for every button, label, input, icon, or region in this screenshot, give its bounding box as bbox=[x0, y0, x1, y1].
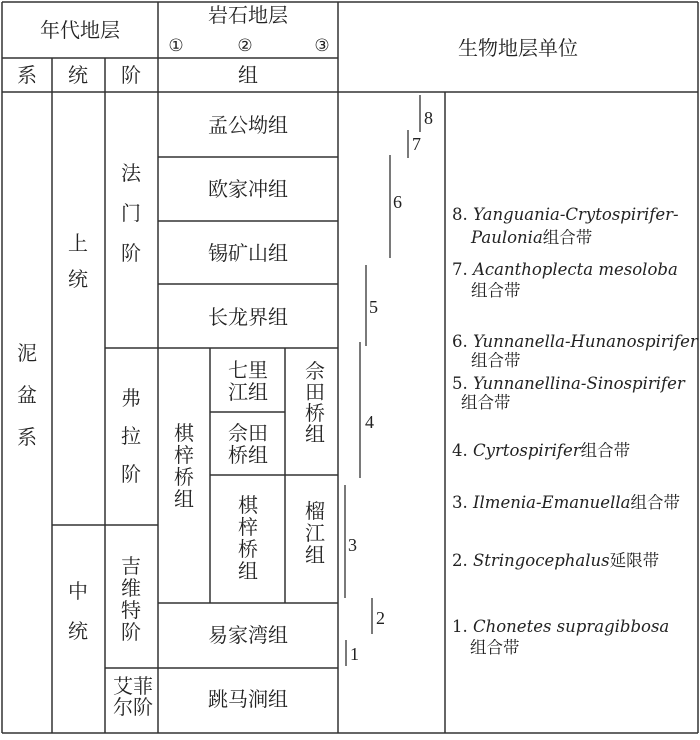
vertical-labels bbox=[17, 161, 325, 644]
zone-5-number: 5 bbox=[369, 297, 378, 317]
zone-8-number: 8 bbox=[424, 108, 433, 128]
biozone-8: 8. Yanguania-Crytospirifer- bbox=[452, 205, 679, 224]
formation-qizitiao-col2: 棋梓桥组 bbox=[238, 493, 258, 583]
header-circled-3: ③ bbox=[314, 36, 330, 56]
biozone-6: 6. Yunnanella-Hunanospirifer bbox=[452, 332, 698, 351]
stage-eifelian-label: 艾菲尔阶 bbox=[113, 674, 153, 719]
formation-qizitiao-col1: 棋梓桥组 bbox=[174, 421, 194, 511]
zone-6-number: 6 bbox=[393, 192, 402, 212]
formation-changlongjie: 长龙界组 bbox=[208, 305, 288, 329]
biozone-1-line2: 组合带 bbox=[470, 638, 520, 657]
header-stage: 阶 bbox=[121, 63, 141, 87]
header-system: 系 bbox=[17, 63, 37, 87]
series-upper-label: 上统 bbox=[68, 231, 88, 291]
header-biostrat: 生物地层单位 bbox=[458, 36, 578, 60]
biozone-list bbox=[452, 205, 699, 657]
formation-qilijiang: 七里江组 bbox=[228, 358, 268, 404]
biozone-7: 7. Acanthoplecta mesoloba bbox=[452, 260, 678, 279]
biozone-5-line2: 组合带 bbox=[461, 393, 511, 412]
header-formation: 组 bbox=[238, 63, 258, 87]
formation-oujiachong: 欧家冲组 bbox=[208, 177, 288, 201]
system-label: 泥盆系 bbox=[17, 341, 37, 449]
stage-frasnian-label: 弗拉阶 bbox=[121, 386, 141, 486]
stage-givetian-label: 吉维特阶 bbox=[121, 554, 141, 644]
biozone-2: 2. Stringocephalus延限带 bbox=[452, 551, 660, 570]
biozone-6-line2: 组合带 bbox=[471, 351, 521, 370]
header-circled-1: ① bbox=[168, 36, 184, 56]
formation-yijiawan: 易家湾组 bbox=[208, 623, 288, 647]
zone-range-bars bbox=[345, 95, 420, 666]
header-circled-2: ② bbox=[237, 36, 253, 56]
formation-liujiang: 榴江组 bbox=[305, 499, 325, 567]
header-chronostrat: 年代地层 bbox=[40, 18, 120, 42]
zone-2-number: 2 bbox=[376, 608, 385, 628]
biozone-8-line2: Paulonia组合带 bbox=[471, 228, 593, 247]
biozone-1: 1. Chonetes supragibbosa bbox=[452, 617, 670, 636]
formation-xikuangshan: 锡矿山组 bbox=[208, 241, 288, 265]
formation-shetianqiao-col2: 佘田桥组 bbox=[228, 421, 268, 467]
biozone-3: 3. Ilmenia-Emanuella组合带 bbox=[452, 493, 680, 512]
biozone-4: 4. Cyrtospirifer组合带 bbox=[452, 441, 631, 460]
header-series: 统 bbox=[68, 63, 88, 87]
zone-3-number: 3 bbox=[348, 535, 357, 555]
zone-4-number: 4 bbox=[365, 412, 374, 432]
formation-shetianqiao-col3: 佘田桥组 bbox=[305, 359, 325, 446]
header-lithostrat: 岩石地层 bbox=[208, 3, 288, 27]
formation-mengongao: 孟公坳组 bbox=[208, 113, 288, 137]
formation-tiaomajian: 跳马涧组 bbox=[208, 687, 288, 711]
header-labels bbox=[17, 3, 578, 87]
zone-1-number: 1 bbox=[350, 644, 359, 664]
series-middle-label: 中统 bbox=[68, 579, 88, 643]
biozone-5: 5. Yunnanellina-Sinospirifer bbox=[452, 374, 685, 393]
biozone-7-line2: 组合带 bbox=[471, 281, 521, 300]
zone-7-number: 7 bbox=[412, 134, 421, 154]
stage-famennian-label: 法门阶 bbox=[121, 161, 141, 265]
